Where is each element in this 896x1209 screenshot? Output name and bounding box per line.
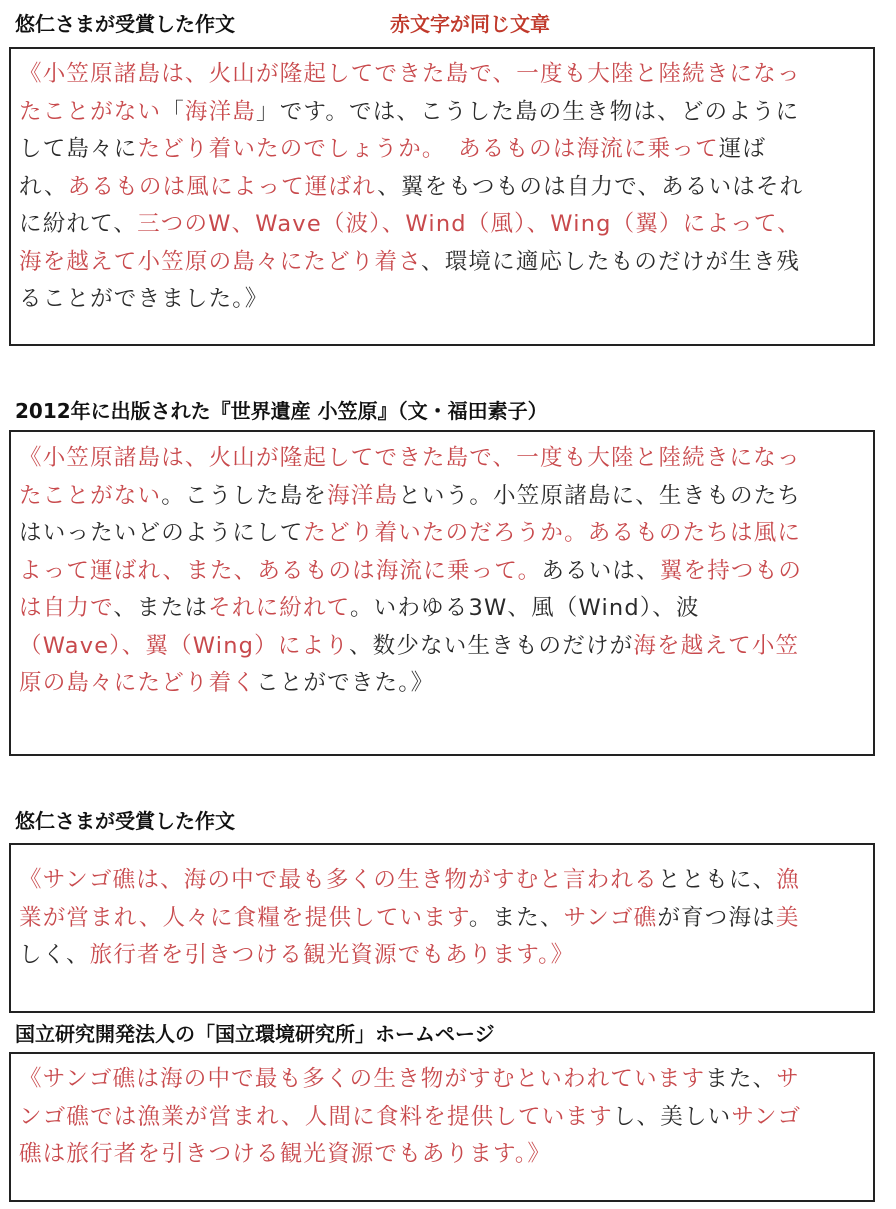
passage-line xyxy=(19,478,865,516)
matching-text-segment: 《サンゴ礁は、海の中で最も多くの生き物がすむと言われる xyxy=(19,867,658,893)
passage-line xyxy=(19,131,865,169)
section-2-heading: 2012年に出版された『世界遺産 小笠原』（文・福田素子） xyxy=(15,399,548,423)
section-1-box xyxy=(9,47,875,346)
text-segment: 。こうした島を xyxy=(161,482,328,509)
text-segment xyxy=(434,136,458,162)
text-segment: 。いわゆる3W、風（Wind）、波 xyxy=(349,595,700,621)
matching-text-segment: たどり着いたのでしょうか。 xyxy=(137,136,435,162)
matching-text-segment: 原の島々にたどり着く xyxy=(19,670,257,696)
passage-line xyxy=(19,862,865,900)
text-segment: 「 xyxy=(161,98,185,125)
passage-line xyxy=(19,94,865,132)
passage-line xyxy=(19,665,865,703)
matching-text-segment: （Wave）、翼（Wing）により xyxy=(19,632,349,659)
text-segment: が育つ海は xyxy=(657,904,776,931)
passage-line xyxy=(19,206,865,244)
passage-line xyxy=(19,1061,865,1099)
matching-text-segment: たことがない xyxy=(19,98,162,125)
matching-text-segment: 漁 xyxy=(776,867,800,893)
matching-text-segment: 三つのW、Wave（波）、Wind（風）、Wing（翼）によって、 xyxy=(137,211,801,237)
matching-text-segment: 旅行者を引きつける観光資源でもあります。》 xyxy=(89,942,575,968)
text-segment: 運ば xyxy=(718,136,767,162)
text-segment: 」です。では、こうした島の生き物は、どのように xyxy=(256,98,800,125)
text-segment: はいったいどのようにして xyxy=(19,520,304,546)
matching-text-segment: あるものは風によって運ばれ xyxy=(67,173,378,200)
text-segment: ことができた。》 xyxy=(256,670,435,696)
matching-text-segment: たどり着いたのだろうか。あるものたちは風に xyxy=(303,520,802,546)
matching-text-segment: 《小笠原諸島は、火山が隆起してできた島で、一度も大陸と陸続きになっ xyxy=(19,445,801,471)
passage-line xyxy=(19,628,865,666)
section-3-box xyxy=(9,843,875,1013)
matching-text-segment: それに紛れて xyxy=(208,595,350,621)
matching-text-segment: よって運ばれ、また、あるものは海流に乗って。 xyxy=(19,557,542,584)
text-segment: しく、 xyxy=(19,942,90,968)
matching-text-segment: あるものは海流に乗って xyxy=(458,136,719,162)
passage-line xyxy=(19,590,865,628)
text-segment: という。小笠原諸島に、生きものたち xyxy=(398,482,802,509)
matching-text-segment: 礁は旅行者を引きつける観光資源でもあります。》 xyxy=(19,1141,552,1167)
section-4-heading: 国立研究開発法人の「国立環境研究所」ホームページ xyxy=(15,1022,495,1046)
matching-text-segment: たことがない xyxy=(19,482,162,509)
text-segment: 、数少ない生きものだけが xyxy=(348,632,634,659)
text-segment: また、 xyxy=(705,1066,777,1092)
text-segment: 、または xyxy=(113,595,209,621)
text-segment: 。また、 xyxy=(468,904,564,931)
passage-line xyxy=(19,440,865,478)
matching-text-segment: 美 xyxy=(775,904,800,931)
text-segment: とともに、 xyxy=(657,867,777,893)
passage-line xyxy=(19,937,865,975)
matching-text-segment: ンゴ礁では漁業が営まれ、人間に食料を提供しています xyxy=(19,1103,613,1130)
matching-text-segment: 海洋島 xyxy=(327,482,399,509)
text-segment: して島々に xyxy=(19,136,138,162)
matching-text-segment: 海を越えて小笠 xyxy=(633,632,800,659)
passage-line xyxy=(19,56,865,94)
passage-line xyxy=(19,244,865,282)
section-1-heading: 悠仁さまが受賞した作文 xyxy=(15,12,235,36)
matching-text-segment: 《小笠原諸島は、火山が隆起してできた島で、一度も大陸と陸続きになっ xyxy=(19,61,801,87)
matching-text-segment: は自力で xyxy=(19,595,114,621)
matching-text-segment: 海を越えて小笠原の島々にたどり着さ xyxy=(19,248,422,275)
text-segment: 、環境に適応したものだけが生き残 xyxy=(421,248,801,275)
matching-text-segment: 海洋島 xyxy=(184,98,257,125)
text-segment: れ、 xyxy=(19,173,68,200)
passage-line xyxy=(19,281,865,319)
section-4-box xyxy=(9,1052,875,1202)
matching-text-segment: サンゴ xyxy=(731,1103,802,1130)
passage-line xyxy=(19,1099,865,1137)
matching-text-segment: サンゴ礁 xyxy=(563,904,658,931)
text-segment: ることができました。》 xyxy=(19,286,269,312)
matching-text-segment: 業が営まれ、人々に食糧を提供しています xyxy=(19,904,469,931)
passage-line xyxy=(19,169,865,207)
matching-text-segment: 《サンゴ礁は海の中で最も多くの生き物がすむといわれています xyxy=(19,1066,706,1092)
matching-text-segment: サ xyxy=(776,1066,800,1092)
passage-line xyxy=(19,900,865,938)
text-segment: 、翼をもつものは自力で、あるいはそれ xyxy=(377,173,804,200)
section-3-heading: 悠仁さまが受賞した作文 xyxy=(15,809,235,833)
passage-line xyxy=(19,553,865,591)
text-segment: し、美しい xyxy=(612,1103,732,1130)
text-segment: に紛れて、 xyxy=(19,211,138,237)
red-text-note: 赤文字が同じ文章 xyxy=(390,12,550,36)
passage-line xyxy=(19,515,865,553)
text-segment: あるいは、 xyxy=(541,557,660,584)
matching-text-segment: 翼を持つもの xyxy=(659,557,803,584)
section-2-box xyxy=(9,430,875,756)
passage-line xyxy=(19,1136,865,1174)
